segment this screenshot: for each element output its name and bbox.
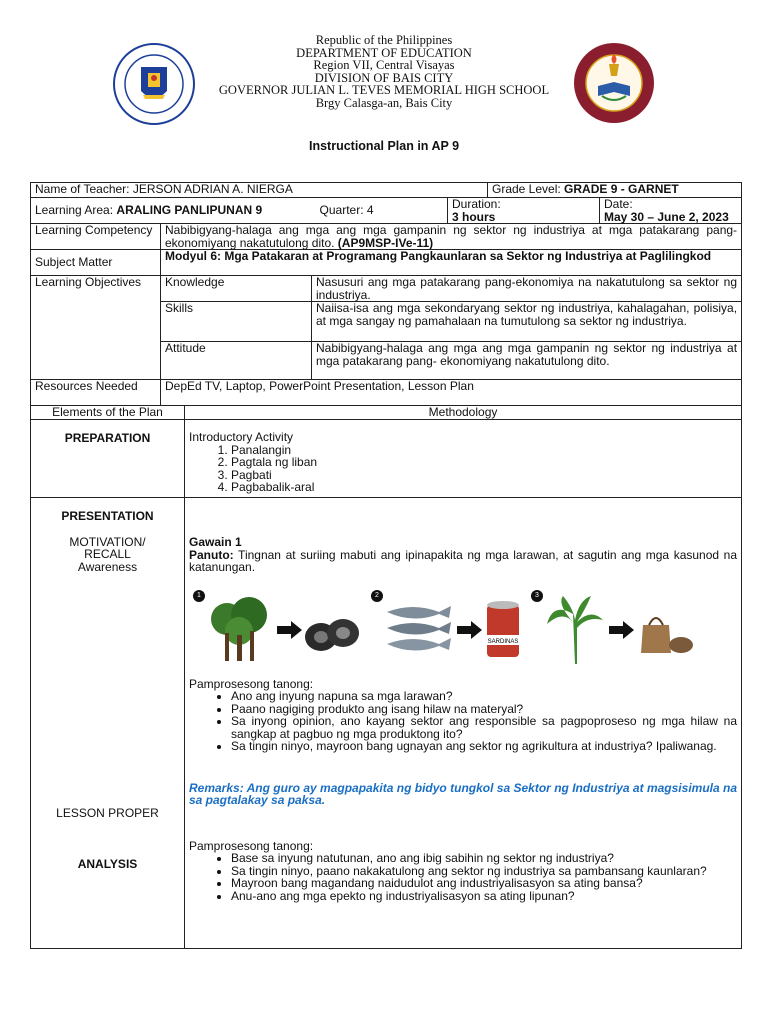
area-cell xyxy=(31,198,448,224)
introductory-activity: Introductory Activity xyxy=(189,430,294,444)
panuto-label: Panuto: xyxy=(189,547,234,562)
teacher-cell xyxy=(31,183,488,198)
resources-text: DepEd TV, Laptop, PowerPoint Presentation, Lesson Plan xyxy=(161,380,742,406)
knowledge-text: Nasusuri ang mga patakarang pang-ekonomiya na nakatutulong sa sektor ng industriya. xyxy=(312,276,742,302)
abaca-plant-image xyxy=(543,594,607,666)
trees-image xyxy=(205,595,275,665)
subject-label: Subject Matter xyxy=(31,250,161,276)
analysis-questions xyxy=(189,852,737,902)
questions-label: Pamprosesong tanong: xyxy=(189,676,314,691)
duration-label: Duration: xyxy=(452,197,501,211)
quarter-label: Quarter: xyxy=(319,203,367,218)
preparation-content xyxy=(185,420,742,498)
knowledge-label: Knowledge xyxy=(161,276,312,302)
competency-row xyxy=(31,224,742,250)
header-department: DEPARTMENT OF EDUCATION xyxy=(296,45,472,60)
list-item: • Sa inyong opinion, ano kayang sektor ang responsible sa pagpoproseso ng mga hilaw na sangkap at pagbuo ng mga produktong ito? xyxy=(231,715,737,740)
teacher-label: Name of Teacher: xyxy=(35,182,133,196)
presentation-label: PRESENTATION xyxy=(61,509,154,523)
sardines-can-image xyxy=(483,599,523,661)
grade-value: GRADE 9 - GARNET xyxy=(564,182,679,196)
list-item: 1. Panalangin xyxy=(231,444,737,457)
competency-label: Learning Competency xyxy=(31,224,161,250)
grade-label: Grade Level: xyxy=(492,182,565,196)
tires-image xyxy=(303,605,363,655)
duration-cell xyxy=(448,198,600,224)
objectives-label: Learning Objectives xyxy=(31,276,161,380)
analysis-questions-label: Pamprosesong tanong: xyxy=(189,838,314,853)
arrow-right-icon xyxy=(275,620,303,640)
resources-row xyxy=(31,380,742,406)
area-row xyxy=(31,198,742,224)
image-number: 1 xyxy=(193,590,205,602)
plan-title: Instructional Plan in AP 9 xyxy=(308,139,460,153)
date-label: Date: xyxy=(604,197,633,211)
motivation-label: MOTIVATION/ xyxy=(69,534,146,549)
list-item: 3. Pagbati xyxy=(231,469,737,482)
presentation-questions xyxy=(189,690,737,753)
duration-value: 3 hours xyxy=(452,209,496,224)
list-item: • Anu-ano ang mga epekto ng industriyalisasyon sa ating lipunan? xyxy=(231,890,737,903)
resources-label: Resources Needed xyxy=(31,380,161,406)
teacher-name: JERSON ADRIAN A. NIERGA xyxy=(132,182,293,196)
deped-seal-logo xyxy=(113,43,195,125)
fish-image xyxy=(383,600,455,660)
objectives-knowledge-row xyxy=(31,276,742,302)
elements-header: Elements of the Plan xyxy=(31,406,185,420)
list-item: • Sa tingin ninyo, paano nakakatulong ang sektor ng industriya sa pambansang kaunlaran? xyxy=(231,865,737,878)
woven-bags-image xyxy=(635,605,695,655)
list-item: • Sa tingin ninyo, mayroon bang ugnayan ang sektor ng agrikultura at industriya? Ipaliwanag. xyxy=(231,740,737,753)
recall-label: RECALL xyxy=(84,547,131,561)
competency-code: (AP9MSP-IVe-11) xyxy=(337,235,434,250)
gawain-title: Gawain 1 xyxy=(189,535,242,549)
skills-text: Naiisa-isa ang mga sekondaryang sektor ng industriya, kahalagahan, polisiya, at mga sangay ng pamahalaan na tumutulong sa sektor ng industriya. xyxy=(312,302,742,342)
list-item: • Ano ang inyung napuna sa mga larawan? xyxy=(231,690,737,703)
list-item: • Paano nagiging produkto ang isang hilaw na materyal? xyxy=(231,703,737,716)
panuto-text xyxy=(189,549,737,574)
arrow-right-icon xyxy=(607,620,635,640)
area-value: ARALING PANLIPUNAN 9 xyxy=(116,203,263,218)
arrow-right-icon xyxy=(455,620,483,640)
list-item: • Base sa inyung natutunan, ano ang ibig sabihin ng sektor ng industriya? xyxy=(231,852,737,865)
competency-text: Nabibigyang-halaga ang mga ang mga gampanin ng sektor ng industriya at mga patakarang pang- ekonomiyang nakatutulong dito. xyxy=(165,223,738,250)
preparation-row xyxy=(31,420,742,498)
quarter-value: 4 xyxy=(366,203,374,218)
instructional-plan-table xyxy=(30,182,742,949)
subject-row xyxy=(31,250,742,276)
list-item: 4. Pagbabalik-aral xyxy=(231,481,737,494)
subject-text: Modyul 6: Mga Patakaran at Programang Pangkaunlaran sa Sektor ng Industriya at Paglilingkod xyxy=(161,250,742,276)
header-division: DIVISION OF BAIS CITY xyxy=(314,70,454,85)
area-label: Learning Area: xyxy=(35,203,117,218)
teacher-row xyxy=(31,183,742,198)
panuto-body: Tingnan at suriing mabuti ang ipinapakita ng mga larawan, at sagutin ang mga kasunod na katanungan. xyxy=(189,547,738,574)
image-number: 3 xyxy=(531,590,543,602)
presentation-elements xyxy=(31,498,185,949)
methodology-header: Methodology xyxy=(185,406,742,420)
attitude-text: Nabibigyang-halaga ang mga ang mga gampanin ng sektor ng industriya at mga patakarang pang- ekonomiyang nakatutulong dito. xyxy=(312,342,742,380)
header-region: Region VII, Central Visayas xyxy=(313,58,455,72)
date-cell xyxy=(600,198,742,224)
list-item: 2. Pagtala ng liban xyxy=(231,456,737,469)
remarks-text: Remarks: Ang guro ay magpapakita ng bidyo tungkol sa Sektor ng Industriya at magsisimula na sa pagtalakay sa paksa. xyxy=(189,780,738,807)
header-republic: Republic of the Philippines xyxy=(315,33,453,47)
date-value: May 30 – June 2, 2023 xyxy=(604,209,729,224)
skills-label: Skills xyxy=(161,302,312,342)
process-images xyxy=(193,590,737,670)
presentation-content xyxy=(185,498,742,949)
preparation-label: PREPARATION xyxy=(31,420,185,498)
header-school: GOVERNOR JULIAN L. TEVES MEMORIAL HIGH SCHOOL xyxy=(218,83,550,97)
analysis-label: ANALYSIS xyxy=(77,856,138,871)
preparation-list xyxy=(189,444,737,494)
plan-header-row xyxy=(31,406,742,420)
sardines-label: SARDINAS xyxy=(487,638,519,645)
school-seal-logo xyxy=(573,42,655,124)
header-address: Brgy Calasga-an, Bais City xyxy=(315,95,453,110)
lesson-proper-label: LESSON PROPER xyxy=(56,806,159,820)
grade-cell xyxy=(488,183,742,198)
competency-text-cell xyxy=(161,224,742,250)
attitude-label: Attitude xyxy=(161,342,312,380)
presentation-row xyxy=(31,498,742,949)
list-item: • Mayroon bang magandang naidudulot ang industriyalisasyon sa ating bansa? xyxy=(231,877,737,890)
awareness-label: Awareness xyxy=(77,559,138,574)
image-number: 2 xyxy=(371,590,383,602)
